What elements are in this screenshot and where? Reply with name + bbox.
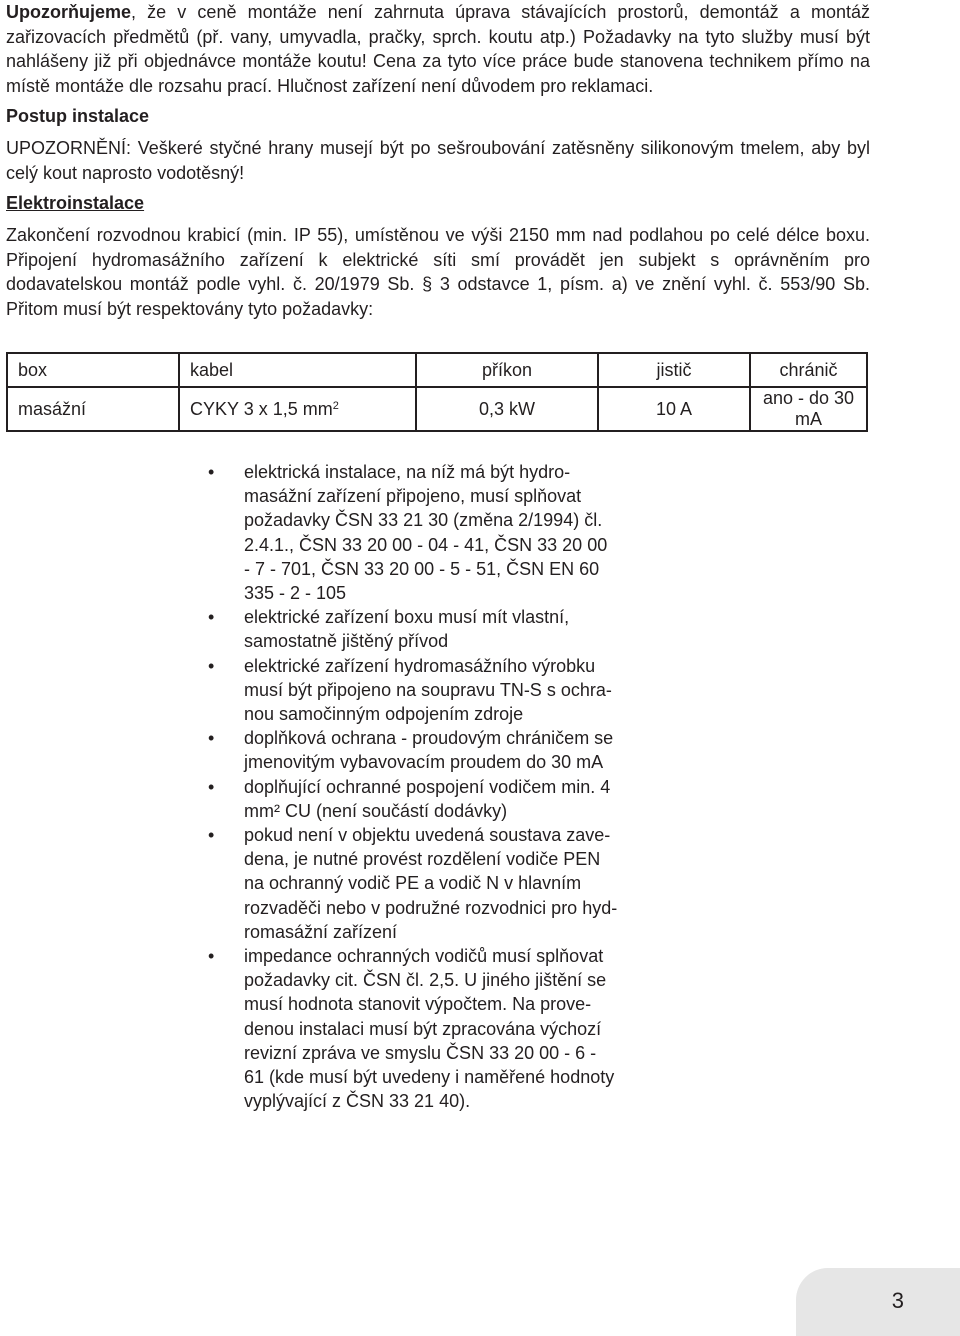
intro-bold-lead: Upozorňujeme xyxy=(6,2,132,22)
elektro-paragraph: Zakončení rozvodnou krabicí (min. IP 55), umístěnou ve výši 2150 mm nad podlahou po celé délce boxu. Připojení hydromasážního zařízení k elektrické síti smí provádět jen subjekt s oprávněním pro dodavatelskou montáž podle vyhl. č. 20/1979 Sb. § 3 odstavce 1, písm. a) ve znění vyhl. č. 553/90 Sb. Přitom musí být respektovány tyto požadavky: xyxy=(6,225,870,319)
bullet-icon: • xyxy=(208,776,215,797)
list-item xyxy=(208,726,648,774)
elektro-heading: Elektroinstalace xyxy=(6,193,145,213)
table-header-cell: kabel xyxy=(179,353,416,387)
list-item-text: doplňující ochranné pospojení vodičem min. 4 mm² CU (není součástí dodávky) xyxy=(244,776,611,821)
kabel-superscript: 2 xyxy=(332,399,339,412)
list-item-text: elektrické zařízení boxu musí mít vlastní, samostatně jištěný přívod xyxy=(244,607,570,652)
list-item-text: elektrické zařízení hydromasážního výrobku musí být připojeno na soupravu TN-S s ochra- nou samočinným odpojením zdroje xyxy=(244,655,612,725)
requirements-list xyxy=(208,460,648,1113)
intro-paragraph xyxy=(6,0,870,98)
table-cell-prikon: 0,3 kW xyxy=(416,387,598,431)
list-item xyxy=(208,823,648,944)
table-cell-chranic: ano - do 30 mA xyxy=(750,387,867,431)
bullet-icon: • xyxy=(208,607,215,628)
list-item xyxy=(208,775,648,823)
spec-table xyxy=(6,352,868,432)
table-cell-jistic: 10 A xyxy=(598,387,750,431)
list-item-text: elektrická instalace, na níž má být hydro- masážní zařízení připojeno, musí splňovat požadavky ČSN 33 21 30 (změna 2/1994) čl. 2.4.1., ČSN 33 20 00 - 04 - 41, ČSN 33 20 00 - 7 - 701, ČSN 33 20 00 - 5 - 51, ČSN EN 60 335 - 2 - 105 xyxy=(244,462,608,604)
bullet-icon: • xyxy=(208,825,215,846)
postup-heading: Postup instalace xyxy=(6,106,150,126)
table-header-cell: jistič xyxy=(598,353,750,387)
postup-warning: UPOZORNĚNÍ: Veškeré styčné hrany musejí být po sešroubování zatěsněny silikonovým tmelem, aby byl celý kout naprosto vodotěsný! xyxy=(6,138,870,183)
intro-text: , že v ceně montáže není zahrnuta úprava stávajících prostorů, demontáž a montáž zařizovacích předmětů (př. vany, umyvadla, pračky, sprch. koutu atp.) Požadavky na tyto služby musí být nahlášeny již při objednávce montáže koutu! Cena za tyto více práce bude stanovena technikem přímo na místě montáže dle rozsahu prací. Hlučnost zařízení není důvodem pro reklamaci. xyxy=(6,2,870,96)
page-content xyxy=(6,0,870,321)
bullet-icon: • xyxy=(208,728,215,749)
page-number-tab xyxy=(796,1268,960,1336)
list-item-text: pokud není v objektu uvedená soustava zave- dena, je nutné provést rozdělení vodiče PEN na ochranný vodič PE a vodič N v hlavním rozvaděči nebo v podružné rozvodnici pro hyd- romasážní zařízení xyxy=(244,825,618,942)
kabel-text: CYKY 3 x 1,5 mm xyxy=(190,398,333,419)
list-item-text: doplňková ochrana - proudovým chráničem se jmenovitým vybavovacím proudem do 30 mA xyxy=(244,728,614,773)
table-row xyxy=(7,387,867,431)
page-number: 3 xyxy=(891,1288,904,1313)
table-cell-box: masážní xyxy=(7,387,179,431)
list-item xyxy=(208,654,648,727)
table-header-cell: příkon xyxy=(416,353,598,387)
list-item xyxy=(208,944,648,1113)
bullet-icon: • xyxy=(208,462,215,482)
table-cell-kabel xyxy=(179,387,416,431)
list-item-text: impedance ochranných vodičů musí splňovat požadavky cit. ČSN čl. 2,5. U jiného jištění se musí hodnota stanovit výpočtem. Na prove- denou instalaci musí být zpracována výchozí revizní zpráva ve smyslu ČSN 33 20 00 - 6 - 61 (kde musí být uvedeny i naměřené hodnoty vyplývající z ČSN 33 21 40). xyxy=(244,946,615,1112)
list-item xyxy=(208,605,648,653)
bullet-icon: • xyxy=(208,655,215,676)
bullet-icon: • xyxy=(208,946,215,967)
table-header-cell: box xyxy=(7,353,179,387)
list-item xyxy=(208,460,648,605)
table-header-row xyxy=(7,353,867,387)
table-header-cell: chránič xyxy=(750,353,867,387)
